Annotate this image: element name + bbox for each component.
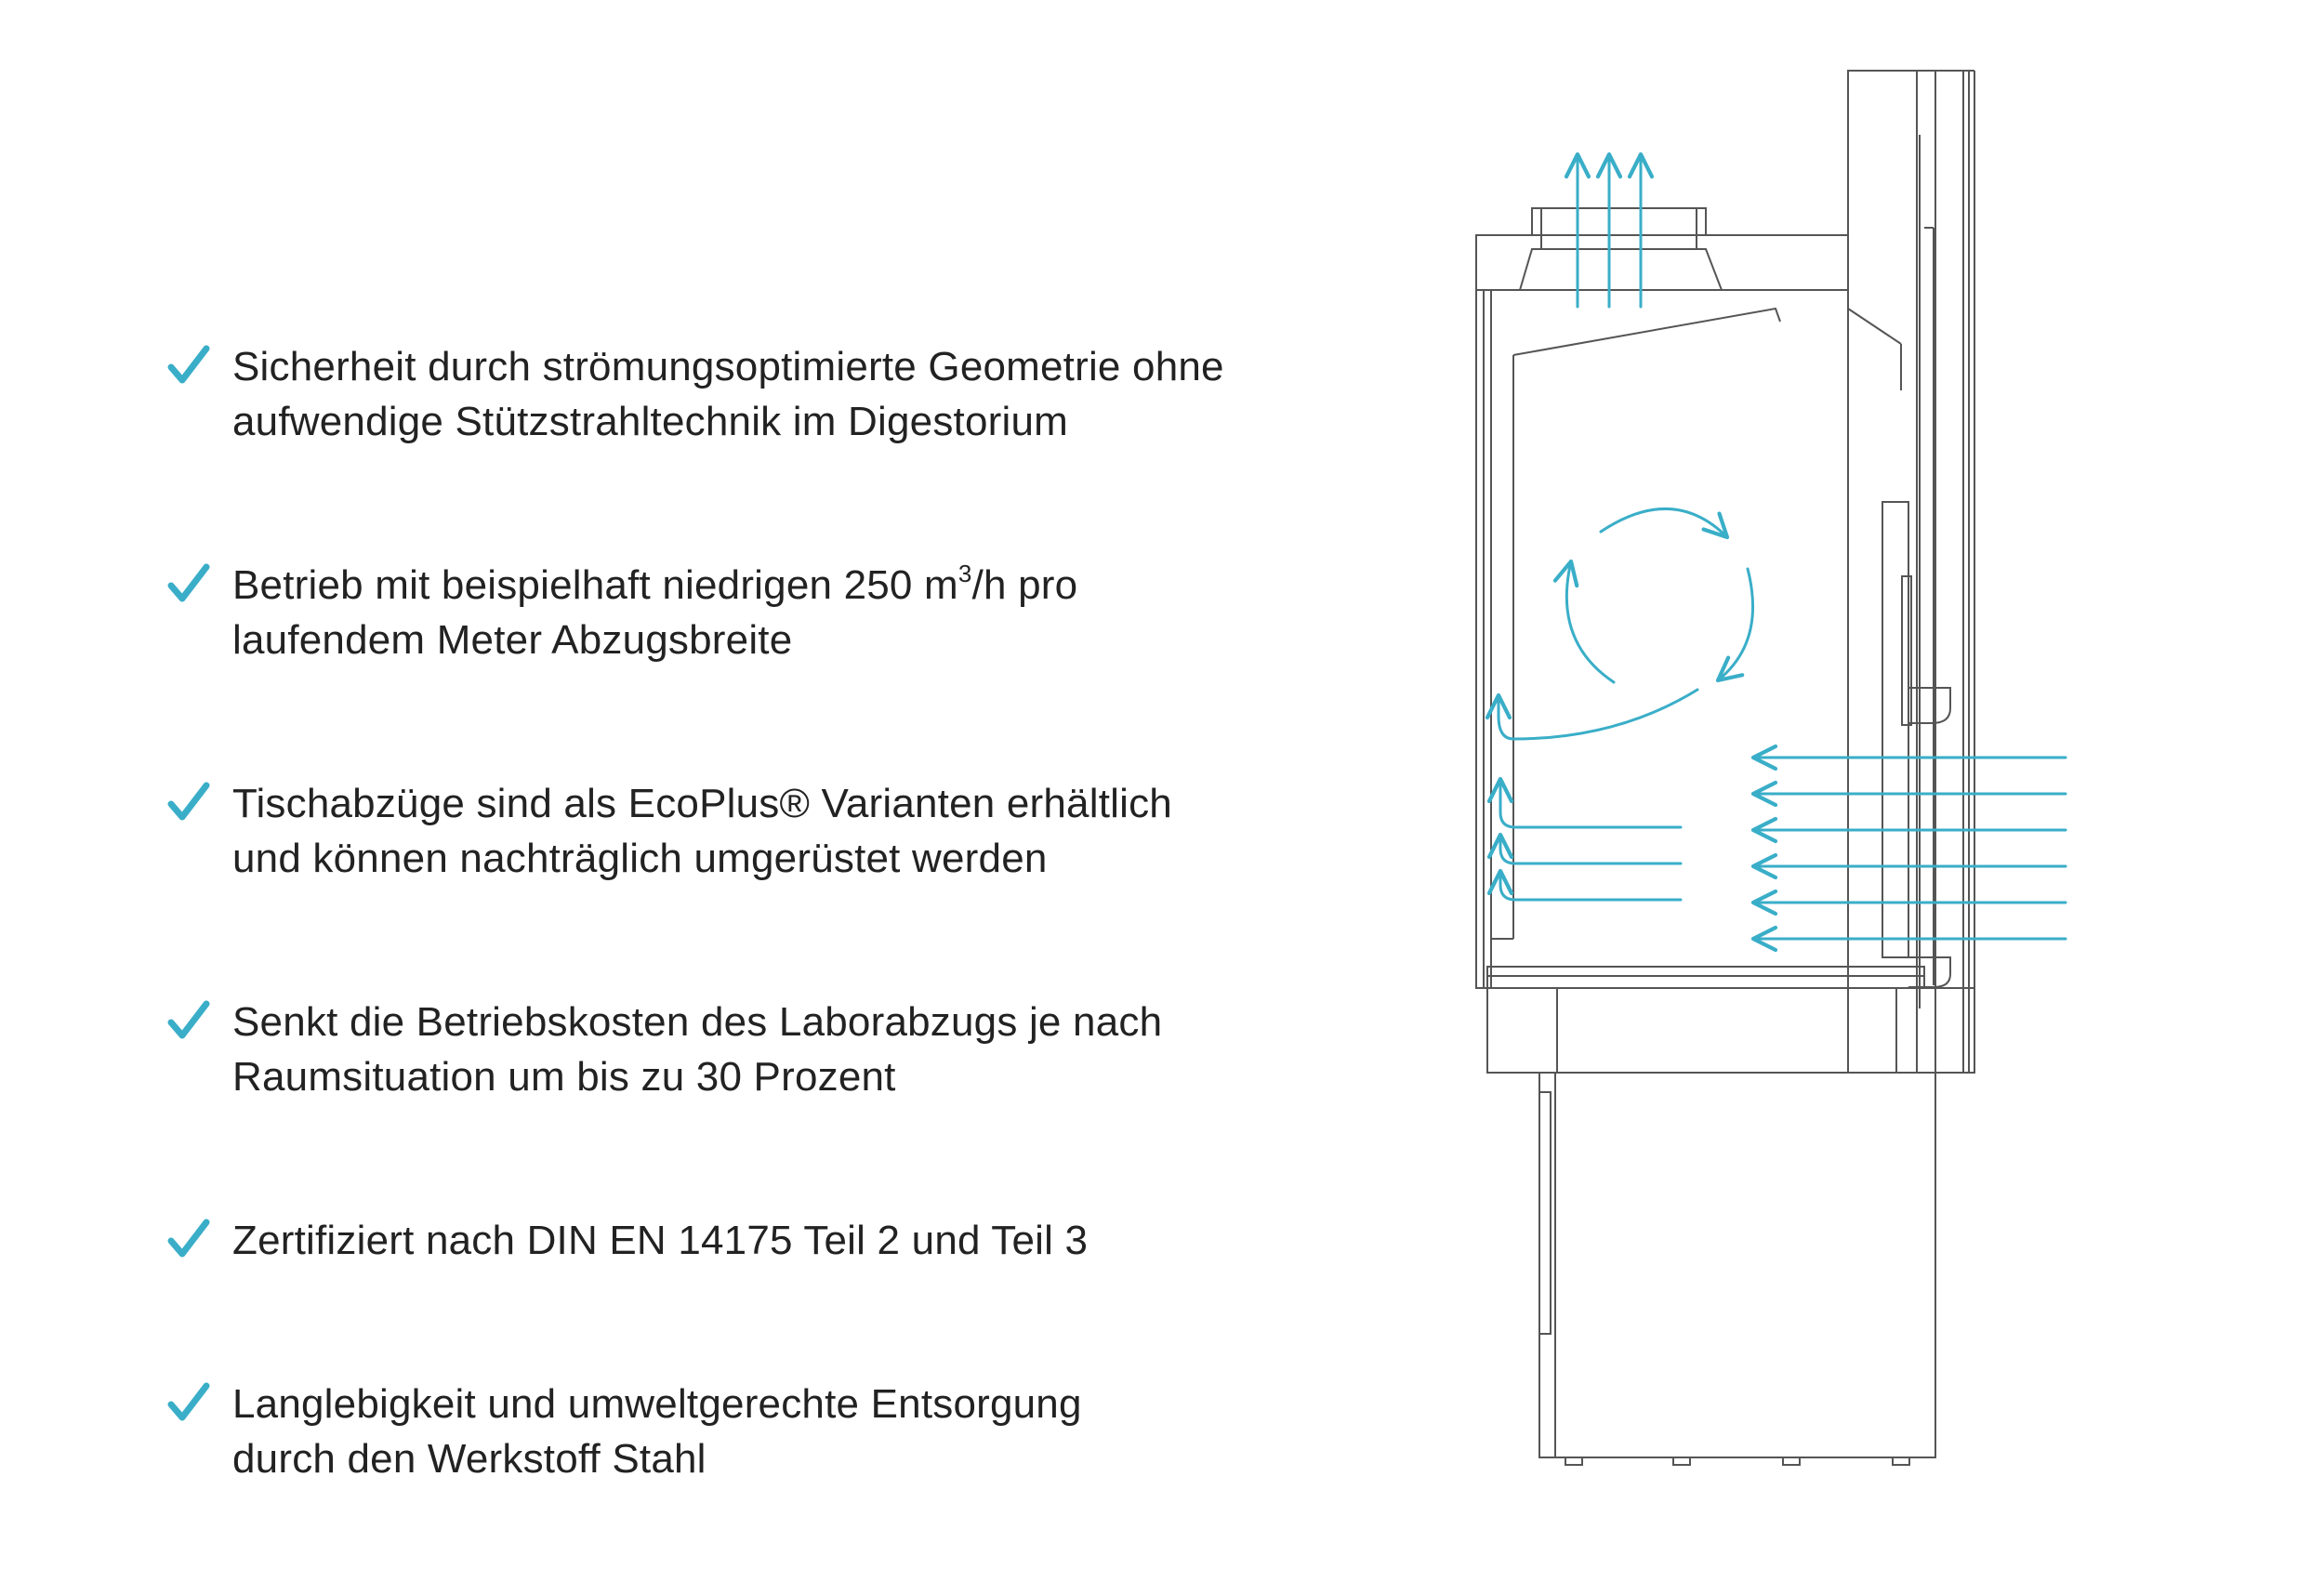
feature-text-line xyxy=(232,558,1376,613)
airflow-arrow-icon xyxy=(1499,690,1697,739)
airflow-arrows xyxy=(1499,154,2066,939)
airflow-arrow-icon xyxy=(1718,569,1753,680)
feature-text-segment: /h pro xyxy=(971,562,1078,608)
airflow-arrow-icon xyxy=(1601,508,1727,537)
unit-superscript: 3 xyxy=(957,560,972,587)
feature-text-line: Sicherheit durch strömungsoptimierte Geometrie ohne xyxy=(232,344,1224,389)
feature-item-ecoplus xyxy=(167,776,1376,886)
checkmark-icon xyxy=(167,561,210,604)
airflow-arrow-icon xyxy=(1500,835,1681,863)
feature-text-line: Senkt die Betriebskosten des Laborabzugs je nach xyxy=(232,999,1163,1045)
feature-item-durability xyxy=(167,1377,1376,1486)
feature-text-line: aufwendige Stützstrahltechnik im Digestorium xyxy=(232,399,1068,444)
feature-text-line: Tischabzüge sind als EcoPlus® Varianten erhältlich xyxy=(232,781,1172,826)
checkmark-icon xyxy=(167,998,210,1041)
feature-text-line: laufendem Meter Abzugsbreite xyxy=(232,617,793,663)
feature-item-certification xyxy=(167,1213,1376,1268)
airflow-arrow-icon xyxy=(1500,779,1681,827)
feature-list xyxy=(167,339,1376,1595)
feature-text-line: durch den Werkstoff Stahl xyxy=(232,1436,706,1482)
feature-text-line: Zertifiziert nach DIN EN 14175 Teil 2 und Teil 3 xyxy=(232,1218,1089,1263)
fume-hood-outline xyxy=(1476,71,1974,1465)
feature-text-segment: Betrieb mit beispielhaft niedrigen 250 m xyxy=(232,562,958,608)
feature-item-cost-savings xyxy=(167,995,1376,1104)
checkmark-icon xyxy=(167,780,210,823)
checkmark-icon xyxy=(167,343,210,386)
airflow-arrow-icon xyxy=(1566,561,1614,682)
feature-text-line: Raumsituation um bis zu 30 Prozent xyxy=(232,1054,896,1100)
checkmark-icon xyxy=(167,1380,210,1423)
fume-hood-diagram xyxy=(1469,56,2138,1487)
feature-text-line: und können nachträglich umgerüstet werden xyxy=(232,836,1048,881)
checkmark-icon xyxy=(167,1217,210,1259)
feature-item-safety xyxy=(167,339,1376,449)
airflow-arrow-icon xyxy=(1500,871,1681,900)
feature-item-airflow-rate xyxy=(167,558,1376,667)
feature-text-line: Langlebigkeit und umweltgerechte Entsorgung xyxy=(232,1381,1082,1427)
